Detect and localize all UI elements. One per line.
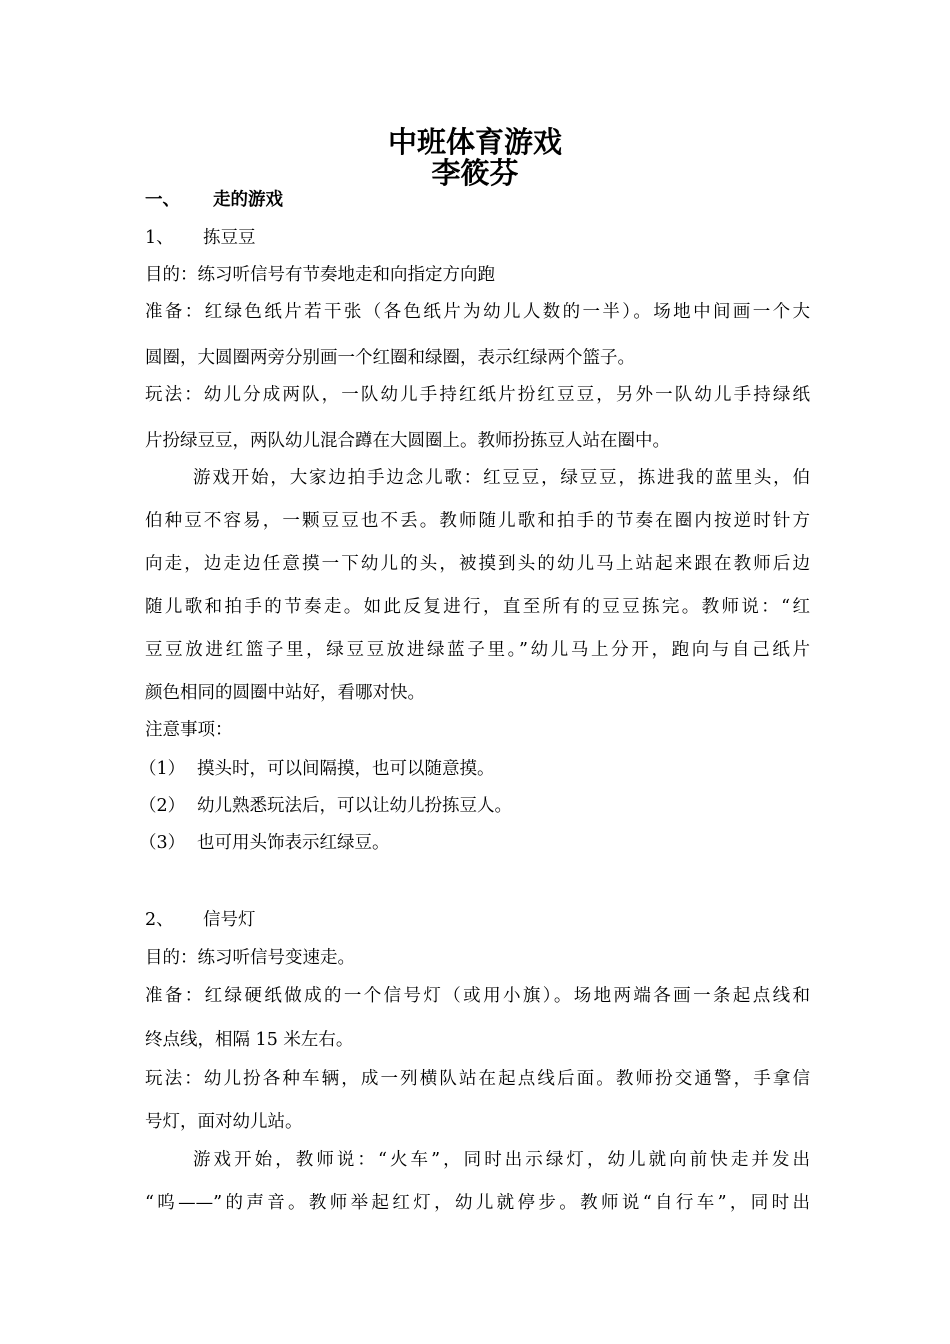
game1-prep-line2: 圆圈，大圆圈两旁分别画一个红圈和绿圈，表示红绿两个篮子。 — [145, 348, 635, 368]
game1-para-line1: 游戏开始，大家边拍手边念儿歌：红豆豆，绿豆豆，拣进我的蓝里头，伯 — [193, 468, 810, 488]
game2-heading — [145, 908, 810, 932]
note-text: 幼儿熟悉玩法后，可以让幼儿扮拣豆人。 — [197, 796, 512, 816]
game2-play-line2: 号灯，面对幼儿站。 — [145, 1112, 303, 1132]
game1-goal: 目的：练习听信号有节奏地走和向指定方向跑 — [145, 265, 495, 285]
game1-prep-line1: 准备：红绿色纸片若干张（各色纸片为幼儿人数的一半）。场地中间画一个大 — [145, 302, 810, 322]
game2-name: 信号灯 — [203, 910, 256, 930]
note-number: （3） — [139, 833, 186, 853]
note-number: （2） — [139, 796, 186, 816]
section-title: 走的游戏 — [213, 190, 283, 210]
document-title: 中班体育游戏 — [387, 125, 562, 159]
game2-para-line2: “呜——”的声音。教师举起红灯，幼儿就停步。教师说“自行车”，同时出 — [145, 1193, 810, 1213]
note-number: （1） — [139, 759, 186, 779]
author-name: 李筱芬 — [431, 156, 519, 190]
game1-play-line2: 片扮绿豆豆，两队幼儿混合蹲在大圆圈上。教师扮拣豆人站在圈中。 — [145, 431, 670, 451]
game2-number: 2、 — [145, 910, 174, 930]
game2-prep-line2: 终点线，相隔 15 米左右。 — [145, 1030, 354, 1050]
game1-para-line4: 随儿歌和拍手的节奏走。如此反复进行，直至所有的豆豆拣完。教师说：“红 — [145, 597, 810, 617]
game1-note-1 — [139, 757, 810, 781]
game1-number: 1、 — [145, 228, 174, 248]
game2-play-line1: 玩法：幼儿扮各种车辆，成一列横队站在起点线后面。教师扮交通警，手拿信 — [145, 1069, 810, 1089]
game2-prep-line1: 准备：红绿硬纸做成的一个信号灯（或用小旗）。场地两端各画一条起点线和 — [145, 986, 810, 1006]
game2-goal: 目的：练习听信号变速走。 — [145, 948, 355, 968]
section-heading — [145, 188, 810, 212]
note-text: 摸头时，可以间隔摸，也可以随意摸。 — [197, 759, 495, 779]
game1-note-3 — [139, 831, 810, 855]
note-text: 也可用头饰表示红绿豆。 — [197, 833, 390, 853]
game1-heading — [145, 226, 810, 250]
game1-para-line6: 颜色相同的圆圈中站好，看哪对快。 — [145, 683, 425, 703]
game1-note-2 — [139, 794, 810, 818]
game1-name: 拣豆豆 — [203, 228, 256, 248]
game1-play-line1: 玩法：幼儿分成两队，一队幼儿手持红纸片扮红豆豆，另外一队幼儿手持绿纸 — [145, 385, 810, 405]
section-number: 一、 — [145, 190, 180, 210]
game1-para-line2: 伯种豆不容易，一颗豆豆也不丢。教师随儿歌和拍手的节奏在圈内按逆时针方 — [145, 511, 810, 531]
game1-notes-heading: 注意事项： — [145, 720, 233, 740]
game2-para-line1: 游戏开始，教师说：“火车”，同时出示绿灯，幼儿就向前快走并发出 — [193, 1150, 810, 1170]
game1-para-line3: 向走，边走边任意摸一下幼儿的头，被摸到头的幼儿马上站起来跟在教师后边 — [145, 554, 810, 574]
game1-para-line5: 豆豆放进红篮子里，绿豆豆放进绿蓝子里。”幼儿马上分开，跑向与自己纸片 — [145, 640, 810, 660]
